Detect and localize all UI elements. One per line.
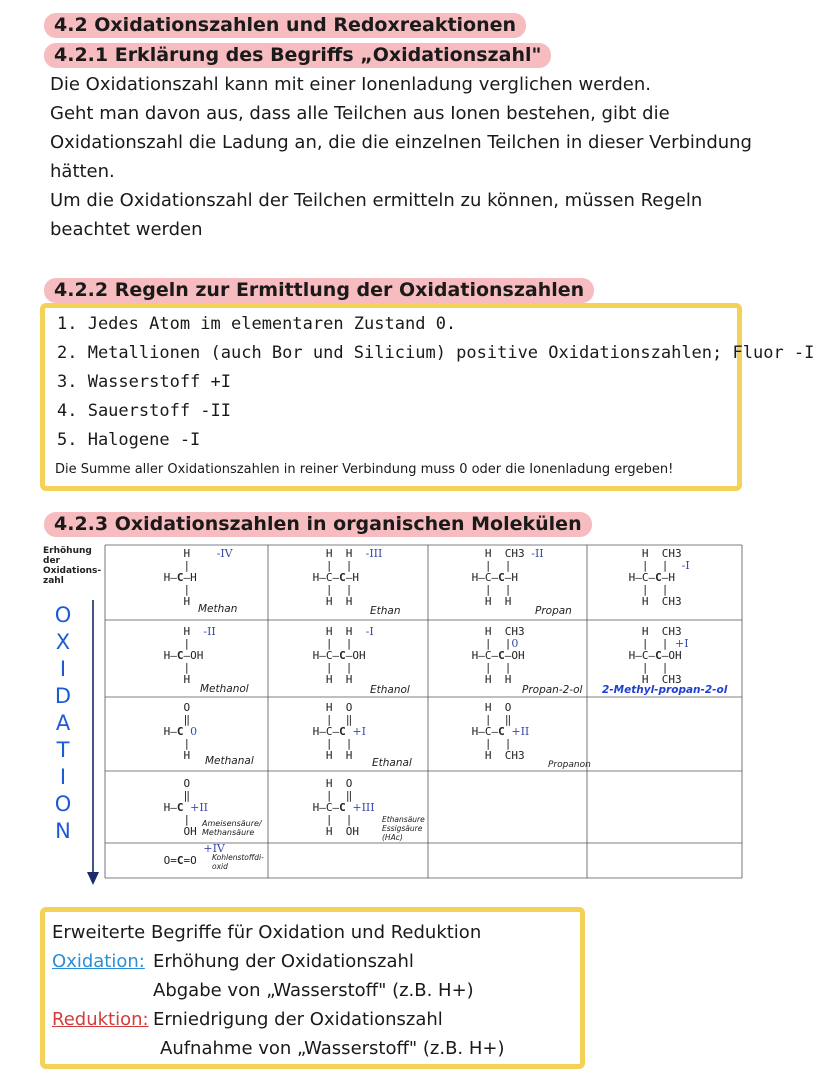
oxnum-label: -I: [681, 559, 690, 572]
molecule-methylpropanol: H CH3 | | +I H—C—C—OH | | H CH3: [628, 625, 689, 686]
intro-line: hätten.: [50, 161, 115, 182]
intro-line: Um die Oxidationszahl der Teilchen ermitteln zu können, müssen Regeln: [50, 190, 703, 211]
oxnum-label: -II: [203, 625, 216, 638]
oxnum-label: +I: [352, 725, 366, 738]
axis-letter: A: [55, 711, 71, 735]
molecule-methanal: O ‖ H—C 0 | H: [163, 701, 198, 762]
rule-item: 5. Halogene -I: [57, 430, 201, 450]
axis-letter: X: [55, 630, 71, 654]
oxnum-label: 0: [511, 637, 519, 650]
molecule-ethanal: H O | ‖ H—C—C +I | | H H: [312, 701, 366, 762]
molecule-name: Methanol: [200, 683, 249, 695]
definitions-title: Erweiterte Begriffe für Oxidation und Reduktion: [52, 922, 482, 943]
molecule-propan-2-ol: H CH3 | |0 H—C—C—OH | | H H: [471, 625, 525, 686]
molecule-name: Ethanol: [370, 684, 410, 696]
oxnum-label: +III: [352, 801, 375, 814]
oxnum-label: +II: [511, 725, 530, 738]
section-title: 4.2 Oxidationszahlen und Redoxreaktionen: [44, 13, 526, 38]
definitions-box: [40, 907, 585, 1069]
rule-item: 4. Sauerstoff -II: [57, 401, 231, 421]
molecule-name: Ameisensäure/ Methansäure: [202, 819, 262, 837]
molecule-name: Propanon: [548, 760, 591, 770]
subsection-title-4-2-1: 4.2.1 Erklärung des Begriffs „Oxidationszahl": [44, 43, 551, 68]
oxnum-label: +IV: [203, 842, 225, 855]
molecule-name: Ethanal: [372, 757, 412, 769]
molecule-name: Ethan: [370, 605, 401, 617]
rule-item: 1. Jedes Atom im elementaren Zustand 0.: [57, 314, 457, 334]
reduktion-line-1: Erniedrigung der Oxidationszahl: [153, 1009, 443, 1030]
axis-letter: I: [59, 657, 67, 681]
intro-line: Oxidationszahl die Ladung an, die die einzelnen Teilchen in dieser Verbindung: [50, 132, 752, 153]
oxidation-label: Oxidation:: [52, 951, 145, 972]
axis-letter: O: [54, 603, 72, 627]
axis-letter: O: [54, 792, 72, 816]
axis-letter: D: [54, 684, 72, 708]
reduktion-line-2: Aufnahme von „Wasserstoff" (z.B. H+): [160, 1038, 505, 1059]
oxnum-label: +II: [190, 801, 209, 814]
molecule-methanol: H -II | H—C—OH | H: [157, 625, 216, 686]
intro-line: Geht man davon aus, dass alle Teilchen aus Ionen bestehen, gibt die: [50, 103, 670, 124]
rules-note: Die Summe aller Oxidationszahlen in reiner Verbindung muss 0 oder die Ionenladung ergeben!: [55, 462, 674, 477]
intro-line: Die Oxidationszahl kann mit einer Ionenladung verglichen werden.: [50, 74, 651, 95]
molecule-name: Methanal: [205, 755, 254, 767]
molecule-name: Kohlenstoffdi- oxid: [212, 853, 264, 871]
oxnum-label: -III: [365, 547, 383, 560]
molecule-ameisensaeure: O ‖ H—C +II | OH: [163, 777, 209, 838]
oxidation-line-2: Abgabe von „Wasserstoff" (z.B. H+): [153, 980, 474, 1001]
axis-letter: T: [56, 738, 70, 762]
oxnum-label: -II: [531, 547, 544, 560]
molecule-name: Ethansäure Essigsäure (HAc): [382, 815, 425, 842]
molecule-propan: H CH3 -II | | H—C—C—H | | H H: [465, 547, 544, 608]
molecule-name: Propan-2-ol: [522, 684, 583, 696]
oxnum-label: 0: [190, 725, 198, 738]
axis-letter: N: [55, 819, 71, 843]
molecule-co2: +IV O=C=O: [163, 842, 225, 867]
axis-letter: I: [59, 765, 67, 789]
molecule-name: 2-Methyl-propan-2-ol: [602, 684, 728, 696]
intro-line: beachtet werden: [50, 219, 203, 240]
molecule-name: Propan: [535, 605, 572, 617]
molecule-methylpropan: H CH3 | | -I H—C—C—H | | H CH3: [628, 547, 690, 608]
subsection-title-4-2-2: 4.2.2 Regeln zur Ermittlung der Oxidationszahlen: [44, 278, 594, 303]
oxidation-line-1: Erhöhung der Oxidationszahl: [153, 951, 414, 972]
oxnum-label: -IV: [216, 547, 233, 560]
molecule-propanon: H O | ‖ H—C—C +II | | H CH3: [471, 701, 530, 762]
reduktion-label: Reduktion:: [52, 1009, 149, 1030]
axis-label: Erhöhung der Oxidations-zahl: [43, 546, 102, 586]
rule-item: 2. Metallionen (auch Bor und Silicium) positive Oxidationszahlen; Fluor -I: [57, 343, 815, 363]
molecule-ethansaeure: H O | ‖ H—C—C +III | | H OH: [312, 777, 375, 838]
oxnum-label: -I: [365, 625, 374, 638]
molecule-ethan: H H -III | | H—C—C—H | | H H: [306, 547, 383, 608]
molecule-ethanol: H H -I | | H—C—C—OH | | H H: [306, 625, 374, 686]
oxnum-label: +I: [674, 637, 689, 650]
molecule-methan: H -IV | H—C—H | H: [157, 547, 233, 608]
subsection-title-4-2-3: 4.2.3 Oxidationszahlen in organischen Molekülen: [44, 512, 592, 537]
rule-item: 3. Wasserstoff +I: [57, 372, 231, 392]
molecule-name: Methan: [198, 603, 238, 615]
